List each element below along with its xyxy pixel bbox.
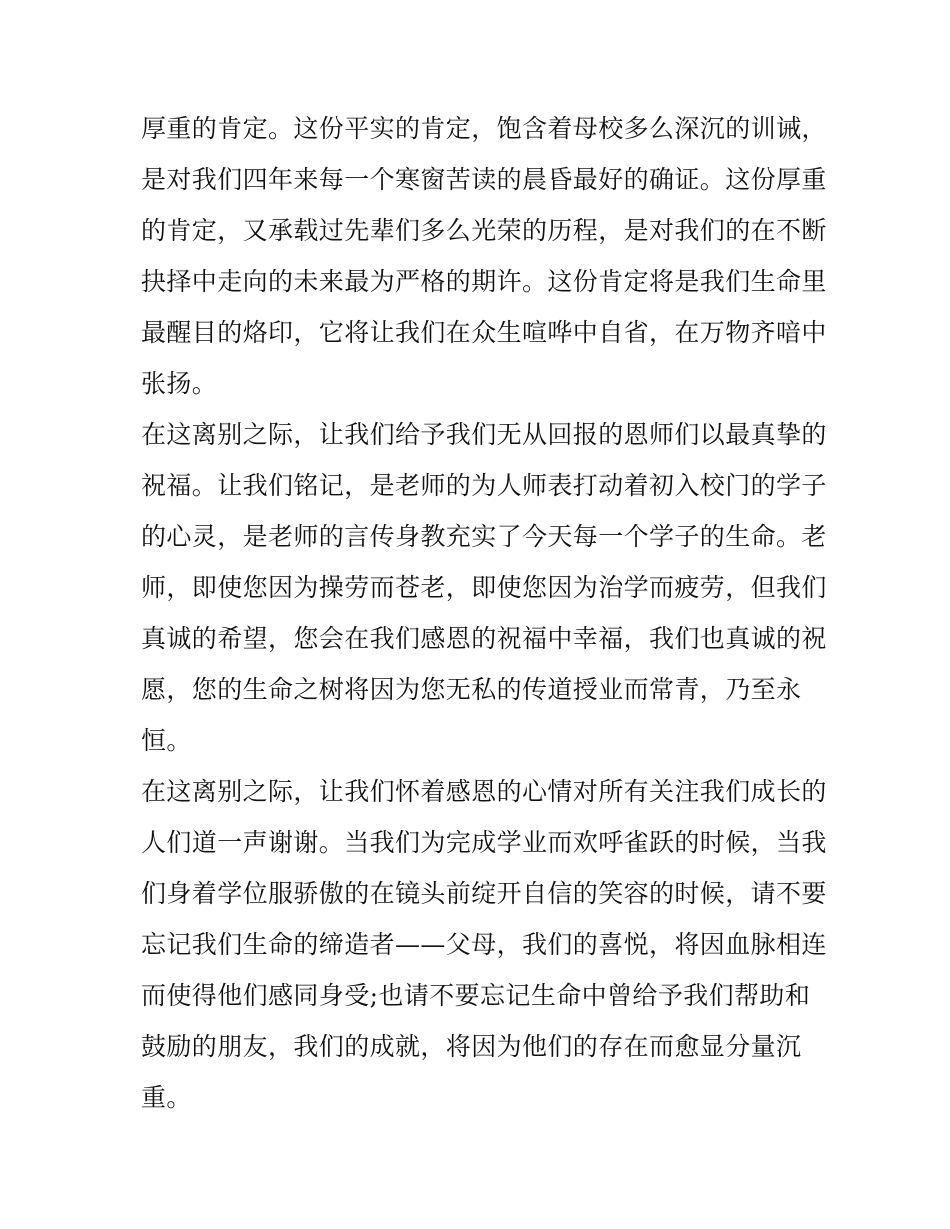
text-line: 张扬。: [141, 369, 218, 398]
text-line: 师，即使您因为操劳而苍老，即使您因为治学而疲劳，但我们: [141, 573, 827, 602]
text-line: 最醒目的烙印，它将让我们在众生喧哗中自省，在万物齐喑中: [141, 318, 827, 347]
text-line: 祝福。让我们铭记，是老师的为人师表打动着初入校门的学子: [141, 471, 827, 500]
text-line: 的肯定，又承载过先辈们多么光荣的历程，是对我们的在不断: [141, 216, 827, 245]
text-line: 抉择中走向的未来最为严格的期许。这份肯定将是我们生命里: [141, 267, 827, 296]
text-line: 人们道一声谢谢。当我们为完成学业而欢呼雀跃的时候，当我: [141, 828, 827, 857]
text-line: 鼓励的朋友，我们的成就，将因为他们的存在而愈显分量沉: [141, 1032, 802, 1061]
text-line: 厚重的肯定。这份平实的肯定，饱含着母校多么深沉的训诫，: [141, 114, 827, 143]
text-line: 恒。: [141, 726, 192, 755]
text-line: 忘记我们生命的缔造者——父母，我们的喜悦，将因血脉相连: [141, 930, 827, 959]
paragraph-3: [141, 766, 827, 1123]
text-line: 在这离别之际，让我们给予我们无从回报的恩师们以最真挚的: [141, 420, 827, 449]
document-body: [141, 103, 827, 1123]
paragraph-1: [141, 103, 827, 409]
paragraph-2: [141, 409, 827, 766]
text-line: 重。: [141, 1083, 192, 1112]
text-line: 们身着学位服骄傲的在镜头前绽开自信的笑容的时候，请不要: [141, 879, 827, 908]
text-line: 而使得他们感同身受;也请不要忘记生命中曾给予我们帮助和: [141, 981, 811, 1010]
text-line: 愿，您的生命之树将因为您无私的传道授业而常青，乃至永: [141, 675, 802, 704]
text-line: 的心灵，是老师的言传身教充实了今天每一个学子的生命。老: [141, 522, 827, 551]
text-line: 在这离别之际，让我们怀着感恩的心情对所有关注我们成长的: [141, 777, 827, 806]
text-line: 真诚的希望，您会在我们感恩的祝福中幸福，我们也真诚的祝: [141, 624, 827, 653]
text-line: 是对我们四年来每一个寒窗苦读的晨昏最好的确证。这份厚重: [141, 165, 827, 194]
